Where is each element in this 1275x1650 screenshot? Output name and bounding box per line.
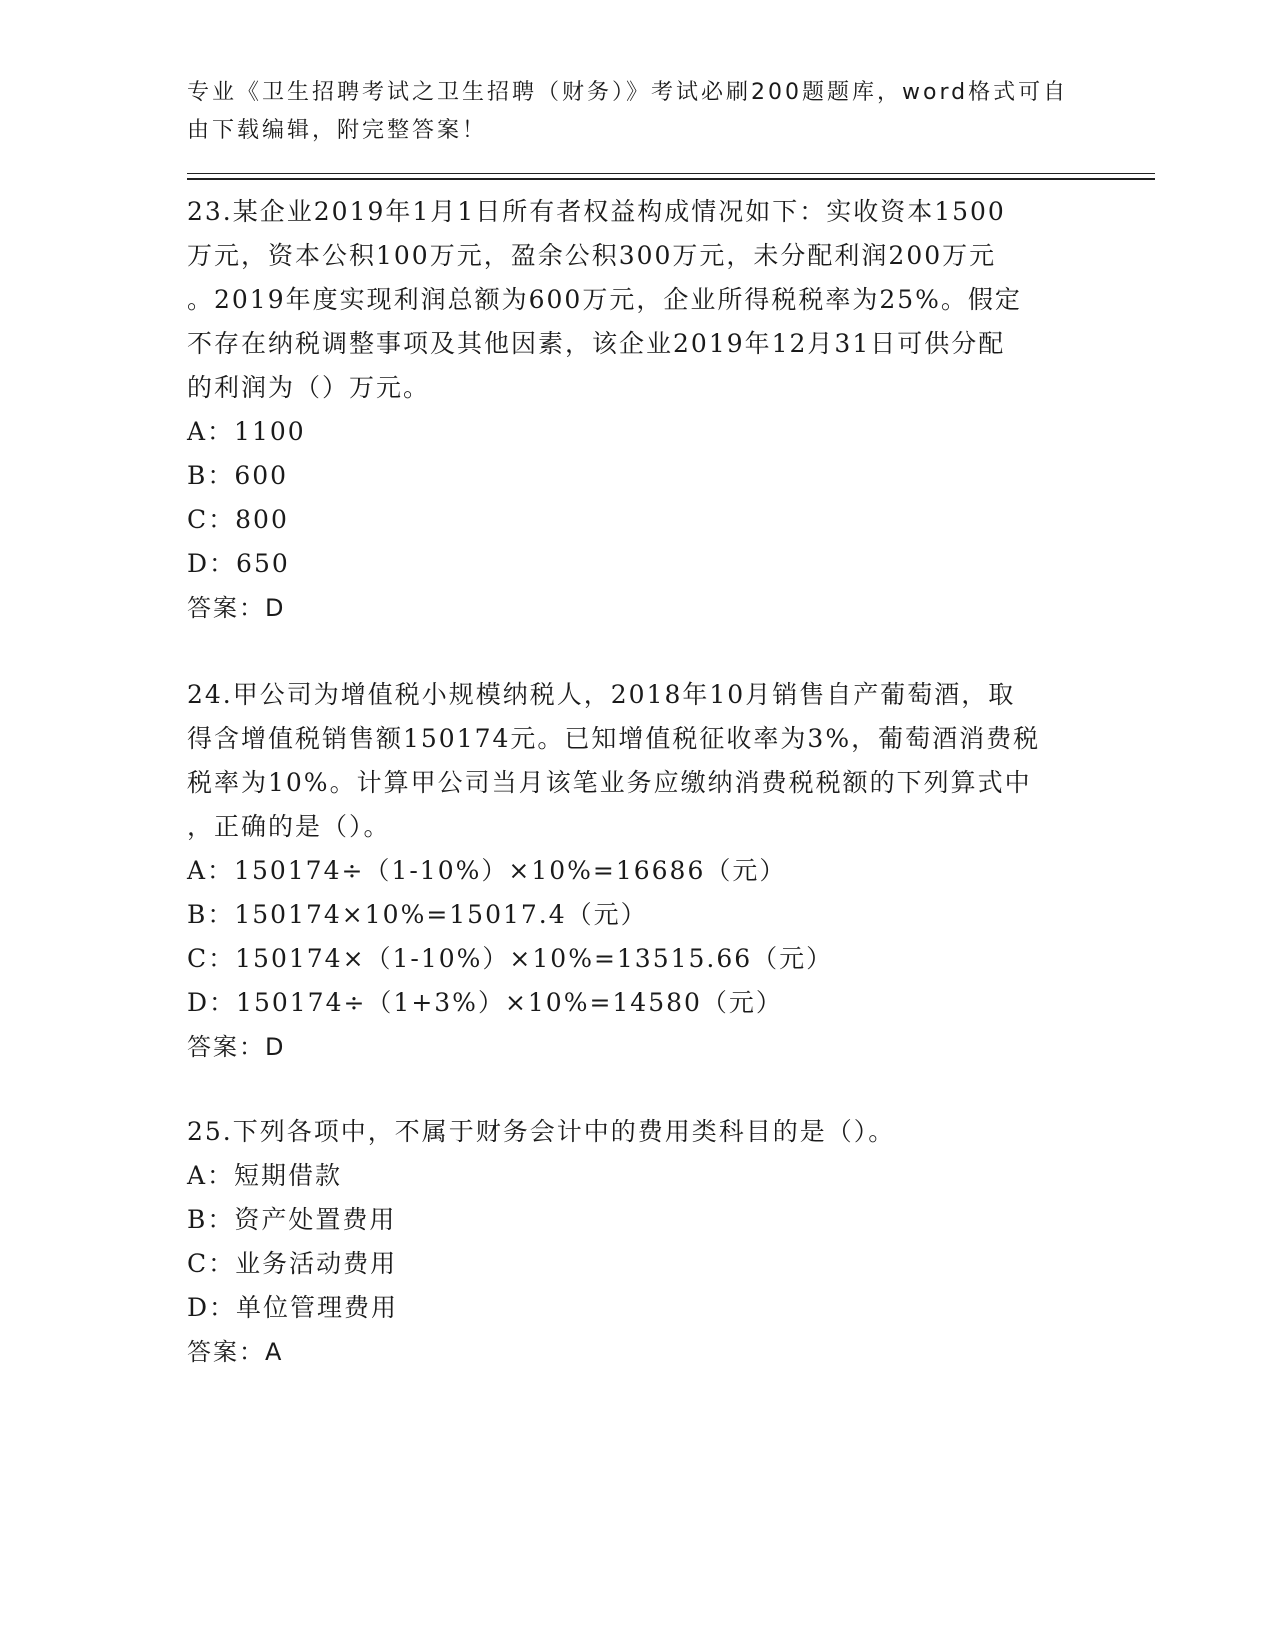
question-text-line: 25.下列各项中，不属于财务会计中的费用类科目的是（）。 (187, 1117, 896, 1146)
header-divider-thin (187, 173, 1155, 174)
option-d: D：单位管理费用 (187, 1293, 399, 1322)
answer-label: 答案：D (187, 594, 286, 622)
answer-label: 答案：D (187, 1033, 286, 1061)
option-b: B：150174×10%=15017.4（元） (187, 900, 648, 929)
question-text-line: 24.甲公司为增值税小规模纳税人，2018年10月销售自产葡萄酒，取 (187, 680, 1016, 709)
question-text-line: 得含增值税销售额150174元。已知增值税征收率为3%，葡萄酒消费税 (187, 724, 1041, 753)
option-a: A：短期借款 (187, 1161, 343, 1190)
option-d: D：150174÷（1+3%）×10%=14580（元） (187, 988, 783, 1017)
option-c: C：800 (187, 505, 289, 534)
question-text-line: 不存在纳税调整事项及其他因素，该企业2019年12月31日可供分配 (187, 329, 1006, 358)
question-text-line: 23.某企业2019年1月1日所有者权益构成情况如下：实收资本1500 (187, 197, 1006, 226)
question-text-line: 。2019年度实现利润总额为600万元，企业所得税税率为25%。假定 (187, 285, 1022, 314)
option-c: C：业务活动费用 (187, 1249, 398, 1278)
answer-label: 答案：A (187, 1338, 284, 1366)
option-b: B：600 (187, 461, 289, 490)
header-line-2: 由下载编辑，附完整答案！ (187, 118, 488, 143)
option-b: B：资产处置费用 (187, 1205, 397, 1234)
question-text-line: ，正确的是（）。 (187, 812, 391, 841)
header-divider-thick (187, 178, 1155, 180)
question-text-line: 万元，资本公积100万元，盈余公积300万元，未分配利润200万元 (187, 241, 997, 270)
option-d: D：650 (187, 549, 290, 578)
question-text-line: 的利润为（）万元。 (187, 373, 431, 402)
option-c: C：150174×（1-10%）×10%=13515.66（元） (187, 944, 834, 973)
question-text-line: 税率为10%。计算甲公司当月该笔业务应缴纳消费税税额的下列算式中 (187, 768, 1032, 797)
header-line-1: 专业《卫生招聘考试之卫生招聘（财务）》考试必刷200题题库，word格式可自 (187, 80, 1069, 105)
option-a: A：1100 (187, 417, 306, 446)
option-a: A：150174÷（1-10%）×10%=16686（元） (187, 856, 787, 885)
document-header (187, 74, 1067, 150)
